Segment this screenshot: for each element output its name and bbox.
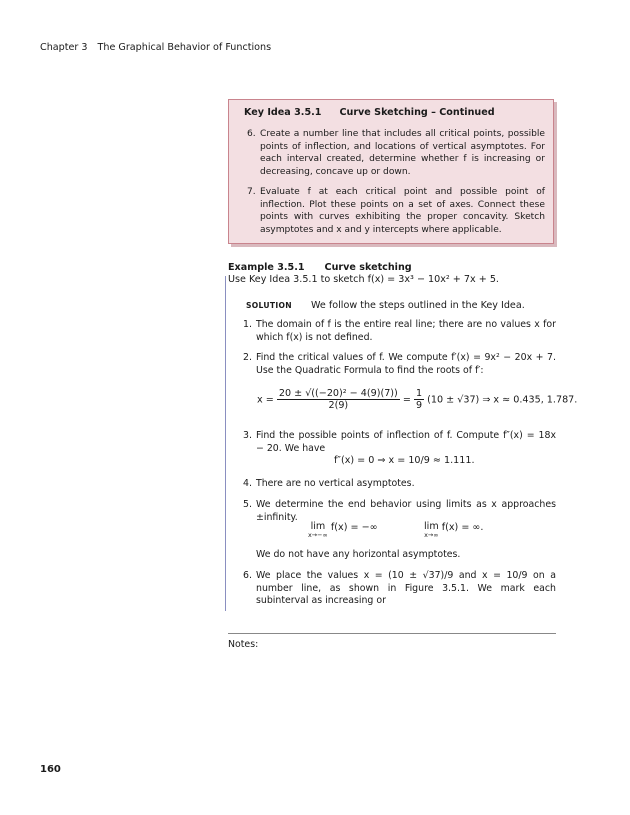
- limit-neg-infinity: lim x→−∞ f(x) = −∞: [308, 521, 378, 539]
- notes-divider: [228, 633, 556, 634]
- key-idea-heading: [244, 107, 495, 118]
- step-item: 3. Find the possible points of inflection of f. Compute f″(x) = 18x − 20. We have: [243, 430, 556, 454]
- key-idea-label: Key Idea 3.5.1: [244, 107, 322, 118]
- example-task: Use Key Idea 3.5.1 to sketch f(x) = 3x³ − 10x² + 7x + 5.: [228, 274, 499, 285]
- example-label: Example 3.5.1: [228, 262, 305, 273]
- example-margin-bar: [225, 276, 226, 611]
- chapter-header: [40, 42, 271, 53]
- step-item: 2. Find the critical values of f. We compute f′(x) = 9x² − 20x + 7. Use the Quadratic Formula to find the roots of f′:: [243, 352, 556, 376]
- example-title: Curve sketching: [324, 262, 412, 273]
- notes-label: Notes:: [228, 639, 259, 650]
- quadratic-fraction: $\frac{\text{20 ± √((−20)² − 4(9)(7))}}{2(9)}$: [278, 388, 398, 411]
- step-item: 5. We determine the end behavior using limits as x approaches ±infinity.: [243, 499, 556, 523]
- one-ninth-fraction: $\frac{1}{9}$: [415, 388, 423, 411]
- example-heading: [228, 262, 412, 273]
- key-idea-item: 6. Create a number line that includes all critical points, possible points of inflection, and locations of vertical asymptotes. For each interval created, determine whether f is increasing or decreasing, concave up or down.: [247, 129, 545, 177]
- step-item: 1. The domain of f is the entire real line; there are no values x for which f(x) is not defined.: [243, 319, 556, 343]
- key-idea-box: [228, 99, 554, 244]
- limit-pos-infinity: lim x→∞ f(x) = ∞.: [424, 521, 484, 539]
- chapter-number: Chapter 3: [40, 42, 88, 53]
- step-item: 4. There are no vertical asymptotes.: [243, 478, 415, 489]
- inflection-equation: f″(x) = 0 ⇒ x = 10/9 ≈ 1.111.: [334, 455, 475, 466]
- key-idea-title: Curve Sketching – Continued: [339, 107, 495, 118]
- solution-line: [246, 300, 525, 311]
- no-horizontal-asymptotes: We do not have any horizontal asymptotes.: [256, 549, 461, 560]
- solution-label: SOLUTION: [246, 301, 292, 310]
- quadratic-formula-equation: x = $\frac{\text{20 ± √((−20)² − 4(9)(7))}}{2(9)}$ = $\frac{1}{9}$ (10 ± √37) ⇒ x ≈ 0.435, 1.787.: [257, 388, 578, 411]
- chapter-title: The Graphical Behavior of Functions: [97, 42, 272, 53]
- page-number: 160: [40, 764, 61, 775]
- key-idea-item: 7. Evaluate f at each critical point and possible point of inflection. Plot these points on a set of axes. Connect these points with curves exhibiting the proper concavity. Sketch asymptotes and x and y intercepts where applicable.: [247, 187, 545, 235]
- solution-intro: We follow the steps outlined in the Key Idea.: [311, 300, 525, 311]
- step-item: 6. We place the values x = (10 ± √37)/9 and x = 10/9 on a number line, as shown in Figure 3.5.1. We mark each subinterval as increasing or: [243, 570, 556, 607]
